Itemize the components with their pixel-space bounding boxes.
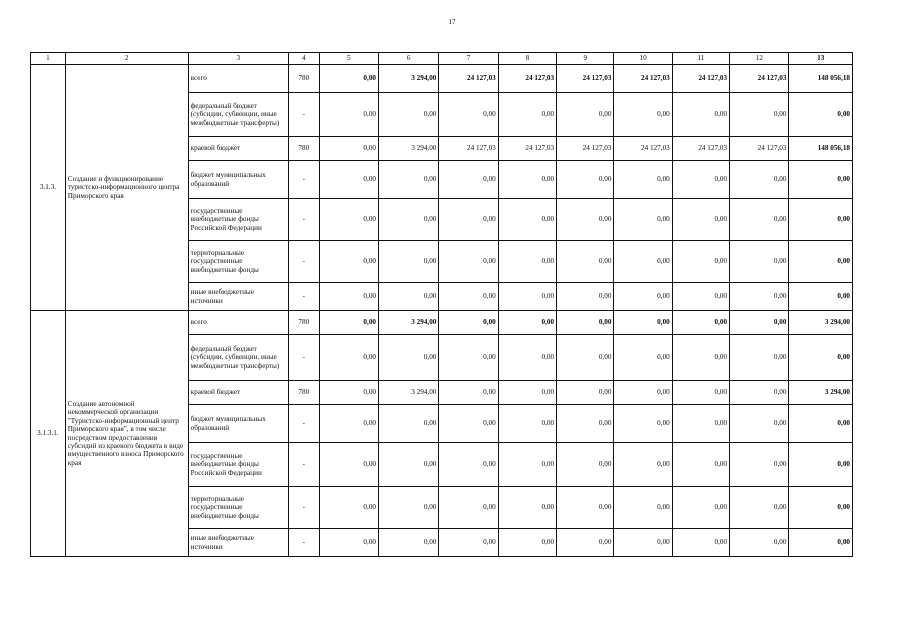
value-cell: 24 127,03 [557,137,614,161]
value-cell: 0,00 [379,241,439,283]
value-cell: 0,00 [319,311,378,335]
value-cell: 0,00 [730,529,789,557]
value-cell: 24 127,03 [614,65,672,93]
table-body [31,65,853,557]
value-cell: 0,00 [319,405,378,443]
funding-source: федеральный бюджет (субсидии, субвенции, иные межбюджетные трансферты) [188,335,288,381]
total-value: 0,00 [789,529,853,557]
value-cell: 0,00 [614,443,672,487]
value-cell: 0,00 [614,93,672,137]
value-cell: 0,00 [379,283,439,311]
value-cell: 0,00 [319,241,378,283]
budget-code: - [288,487,319,529]
value-cell: 0,00 [379,93,439,137]
value-cell: 0,00 [439,199,498,241]
value-cell: 24 127,03 [614,137,672,161]
value-cell: 24 127,03 [498,137,556,161]
value-cell: 0,00 [557,529,614,557]
value-cell: 0,00 [439,487,498,529]
total-value: 148 056,18 [789,137,853,161]
value-cell: 24 127,03 [730,65,789,93]
funding-source: иные внебюджетные источники [188,529,288,557]
value-cell: 0,00 [730,283,789,311]
budget-code: - [288,93,319,137]
value-cell: 0,00 [614,405,672,443]
column-header: 9 [557,53,614,65]
value-cell: 3 294,00 [379,137,439,161]
item-name: Создание автономной некоммерческой организации "Туристско-информационный центр Приморского края", в том числе посредством предоставления субсидий из краевого бюджета в виде имущественного взноса Приморского края [65,311,188,557]
value-cell: 0,00 [730,199,789,241]
funding-source: государственные внебюджетные фонды Российской Федерации [188,443,288,487]
value-cell: 0,00 [614,381,672,405]
value-cell: 0,00 [319,65,378,93]
value-cell: 0,00 [614,311,672,335]
value-cell: 0,00 [439,283,498,311]
value-cell: 0,00 [672,381,729,405]
total-value: 0,00 [789,161,853,199]
item-code: 3.1.3.1. [31,311,66,557]
value-cell: 0,00 [319,199,378,241]
budget-code: 780 [288,137,319,161]
value-cell: 0,00 [672,241,729,283]
budget-code: - [288,405,319,443]
value-cell: 0,00 [614,283,672,311]
value-cell: 0,00 [379,199,439,241]
value-cell: 0,00 [614,335,672,381]
column-header: 2 [65,53,188,65]
value-cell: 24 127,03 [672,137,729,161]
value-cell: 0,00 [672,161,729,199]
value-cell: 0,00 [614,161,672,199]
value-cell: 0,00 [672,443,729,487]
value-cell: 0,00 [672,529,729,557]
value-cell: 0,00 [319,335,378,381]
value-cell: 0,00 [498,443,556,487]
total-value: 0,00 [789,487,853,529]
funding-source: бюджет муниципальных образований [188,405,288,443]
budget-code: - [288,161,319,199]
budget-code: - [288,241,319,283]
value-cell: 0,00 [498,381,556,405]
value-cell: 0,00 [557,443,614,487]
value-cell: 0,00 [557,161,614,199]
column-header: 12 [730,53,789,65]
funding-source: иные внебюджетные источники [188,283,288,311]
value-cell: 0,00 [439,161,498,199]
value-cell: 0,00 [319,93,378,137]
value-cell: 0,00 [319,137,378,161]
budget-code: 780 [288,311,319,335]
value-cell: 24 127,03 [498,65,556,93]
value-cell: 0,00 [557,335,614,381]
value-cell: 0,00 [379,487,439,529]
value-cell: 0,00 [439,335,498,381]
total-value: 148 056,18 [789,65,853,93]
budget-code: - [288,443,319,487]
value-cell: 0,00 [439,443,498,487]
value-cell: 0,00 [730,487,789,529]
value-cell: 0,00 [498,487,556,529]
value-cell: 0,00 [319,161,378,199]
value-cell: 0,00 [498,283,556,311]
value-cell: 0,00 [557,381,614,405]
value-cell: 0,00 [498,311,556,335]
total-value: 3 294,00 [789,311,853,335]
value-cell: 0,00 [439,311,498,335]
value-cell: 0,00 [379,405,439,443]
total-value: 3 294,00 [789,381,853,405]
total-value: 0,00 [789,241,853,283]
value-cell: 0,00 [614,529,672,557]
value-cell: 0,00 [730,161,789,199]
value-cell: 0,00 [379,529,439,557]
value-cell: 24 127,03 [672,65,729,93]
table-row [31,311,853,335]
value-cell: 0,00 [672,405,729,443]
budget-code: - [288,529,319,557]
value-cell: 0,00 [319,381,378,405]
value-cell: 0,00 [730,405,789,443]
column-header: 7 [439,53,498,65]
total-value: 0,00 [789,93,853,137]
column-header: 4 [288,53,319,65]
value-cell: 0,00 [614,487,672,529]
budget-code: - [288,199,319,241]
funding-source: территориальные государственные внебюджетные фонды [188,487,288,529]
value-cell: 0,00 [672,93,729,137]
value-cell: 0,00 [557,283,614,311]
budget-code: 780 [288,381,319,405]
value-cell: 0,00 [730,335,789,381]
value-cell: 0,00 [319,487,378,529]
budget-table [30,52,853,557]
funding-source: краевой бюджет [188,381,288,405]
funding-source: всего [188,65,288,93]
value-cell: 0,00 [557,487,614,529]
value-cell: 0,00 [672,487,729,529]
value-cell: 0,00 [439,529,498,557]
total-value: 0,00 [789,405,853,443]
total-value: 0,00 [789,335,853,381]
value-cell: 0,00 [557,311,614,335]
value-cell: 0,00 [498,405,556,443]
value-cell: 24 127,03 [439,137,498,161]
funding-source: федеральный бюджет (субсидии, субвенции, иные межбюджетные трансферты) [188,93,288,137]
value-cell: 0,00 [379,335,439,381]
budget-code: - [288,283,319,311]
value-cell: 0,00 [672,199,729,241]
column-header: 6 [379,53,439,65]
value-cell: 0,00 [730,443,789,487]
total-value: 0,00 [789,283,853,311]
column-header: 3 [188,53,288,65]
value-cell: 0,00 [557,241,614,283]
funding-source: территориальные государственные внебюджетные фонды [188,241,288,283]
value-cell: 0,00 [439,93,498,137]
value-cell: 3 294,00 [379,65,439,93]
value-cell: 0,00 [498,199,556,241]
value-cell: 0,00 [498,241,556,283]
column-header: 10 [614,53,672,65]
value-cell: 0,00 [730,381,789,405]
value-cell: 0,00 [614,199,672,241]
value-cell: 0,00 [557,199,614,241]
page-number: 17 [448,18,456,26]
item-name: Создание и функционирование туристско-информационного центра Приморского края [65,65,188,311]
column-number-row [31,53,853,65]
value-cell: 3 294,00 [379,311,439,335]
funding-source: государственные внебюджетные фонды Российской Федерации [188,199,288,241]
value-cell: 0,00 [379,443,439,487]
value-cell: 24 127,03 [730,137,789,161]
budget-code: 780 [288,65,319,93]
table-row [31,65,853,93]
value-cell: 0,00 [439,405,498,443]
value-cell: 0,00 [319,443,378,487]
value-cell: 0,00 [672,311,729,335]
value-cell: 0,00 [319,283,378,311]
item-code: 3.1.3. [31,65,66,311]
funding-source: всего [188,311,288,335]
column-header: 13 [789,53,853,65]
value-cell: 0,00 [730,93,789,137]
value-cell: 0,00 [498,93,556,137]
value-cell: 0,00 [730,311,789,335]
value-cell: 0,00 [319,529,378,557]
column-header: 5 [319,53,378,65]
value-cell: 0,00 [379,161,439,199]
value-cell: 0,00 [498,529,556,557]
total-value: 0,00 [789,199,853,241]
budget-code: - [288,335,319,381]
value-cell: 0,00 [730,241,789,283]
total-value: 0,00 [789,443,853,487]
value-cell: 0,00 [672,283,729,311]
value-cell: 0,00 [557,405,614,443]
value-cell: 0,00 [614,241,672,283]
value-cell: 0,00 [439,241,498,283]
value-cell: 0,00 [672,335,729,381]
value-cell: 24 127,03 [557,65,614,93]
value-cell: 0,00 [498,335,556,381]
funding-source: бюджет муниципальных образований [188,161,288,199]
value-cell: 0,00 [498,161,556,199]
column-header: 11 [672,53,729,65]
column-header: 8 [498,53,556,65]
funding-source: краевой бюджет [188,137,288,161]
value-cell: 0,00 [439,381,498,405]
value-cell: 0,00 [557,93,614,137]
value-cell: 24 127,03 [439,65,498,93]
value-cell: 3 294,00 [379,381,439,405]
column-header: 1 [31,53,66,65]
